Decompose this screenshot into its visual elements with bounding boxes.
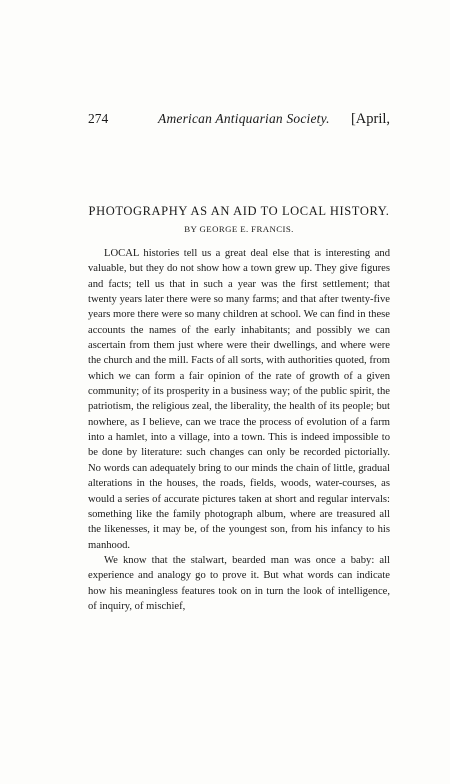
body-paragraph: We know that the stalwart, bearded man was once a baby: all experience and analogy go to prove it. But what words can indicate how his meaningless features took on in turn the look of intelligence, of inquiry, of mischief, — [88, 554, 390, 612]
issue-month: [April, — [350, 111, 390, 127]
article-byline: BY GEORGE E. FRANCIS. — [184, 224, 294, 234]
running-head — [88, 111, 390, 133]
journal-title: American Antiquarian Society. — [158, 111, 330, 126]
page-number: 274 — [88, 111, 109, 126]
article-body — [88, 246, 390, 614]
article-title: PHOTOGRAPHY AS AN AID TO LOCAL HISTORY. — [88, 204, 390, 218]
body-paragraph: LOCAL histories tell us a great deal else that is interesting and valuable, but they do not show how a town grew up. They give figures and facts; tell us that in such a year was the first settlement; that twenty years later there were so many farms; and that after twenty-five years more there were so many children at school. We can find in these accounts the names of the early inhabitants; and possibly we can ascertain from them just where were their dwellings, and where were the church and the mill. Facts of all sorts, with authorities quoted, from which we can form a fair opinion of the rate of growth of a given community; of its prosperity in a business way; of the public spirit, the patriotism, the religious zeal, the liberality, the health of its people; but nowhere, as I believe, can we trace the process of evolution of a farm into a hamlet, into a village, into a town. This is indeed impossible to be done by literature: such changes can only be recorded pictorially. No words can adequately bring to our minds the chain of little, gradual alterations in the houses, the roads, fields, woods, water-courses, as would a series of accurate pictures taken at short and regular intervals: something like the family photograph album, where are treasured all the likenesses, it may be, of the youngest son, from his infancy to his manhood. — [88, 248, 390, 551]
